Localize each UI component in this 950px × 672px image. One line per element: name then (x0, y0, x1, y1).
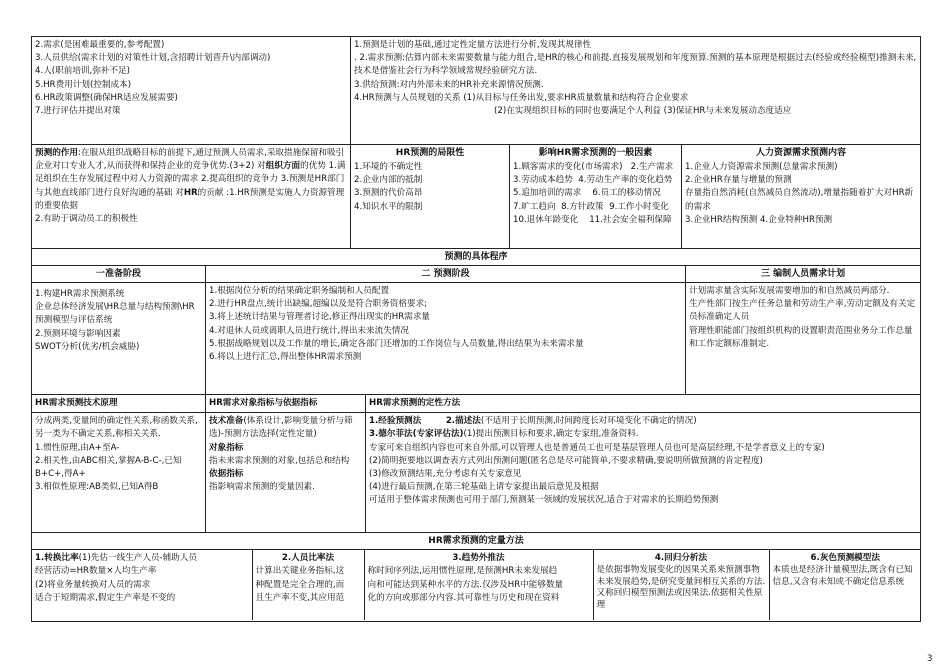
plan-items-cell (32, 37, 351, 145)
limits-cell (351, 145, 510, 249)
stage2-cell (206, 283, 686, 395)
plan-item: 4.人(职前培训,弥补不足) (35, 66, 130, 77)
stage1-title: 一准备阶段 (32, 266, 206, 283)
stage2-item: 5.根据战略规划以及工作量的增长,确定各部门还增加的工作岗位与人员数量,得出结果为未来需求量 (209, 338, 584, 349)
role-line: 对 (257, 161, 266, 172)
role-hr-label: HR (183, 187, 198, 198)
plan-item: 6.HR政策调整(确保HR适应发展需要) (35, 92, 178, 103)
limit-item: 4.知识水平的限制 (354, 201, 423, 212)
forecast-basis-line: 3.供给预测:对内外部未来的HR补充来源情况预测. (354, 79, 544, 90)
stage1-item: 1.构建HR需求预测系统 (35, 289, 125, 299)
factor-row (513, 187, 678, 200)
quantitative-cell (32, 550, 921, 622)
quant-method-4-title: 4.回归分析法 (654, 553, 708, 564)
page-number: 3 (927, 654, 933, 664)
quantitative-title: HR需求预测的定量方法 (32, 533, 921, 550)
forecast-basis-line: 4.HR预测与人员规划的关系 (1)从目标与任务出发,要求HR质量数量和结构符合企业要求 (354, 92, 689, 103)
quant-method-1 (32, 550, 252, 620)
quant-method-4-text: 是依据事物发展变化的因果关系来预测事物未来发展趋势,是研究变量间相互关系的方法.又称回归模型预测法或因果法.依据相关性原理 (596, 565, 766, 610)
stage3-cell (686, 283, 921, 395)
quant-method-2-title: 2.人员比率法 (281, 553, 335, 564)
method-delphi-note: (1)提出预测目标和要求,确定专家组,准备资料. (463, 429, 639, 440)
stage3-title: 三 编制人员需求计划 (686, 266, 921, 283)
stage3-item: 管理性职能部门按组织机构的设置职责范围业务分工作总量和工作定额标准制定. (689, 325, 913, 349)
factor-item: 6.员工的移动情况 (592, 188, 661, 199)
quant-method-2-line: 且生产率不变,其应用范 (255, 592, 345, 603)
qualitative-cell (366, 413, 921, 533)
factor-row (513, 214, 678, 227)
principle-title: HR需求预测技术原理 (32, 395, 206, 413)
forecast-basis-line: . 2.需求预测:估算内部未来需要数量与能力组合,是HR的核心和前提.直接发展规划和年度预算.预测的基本原理是根据过去(经验或经验模型)推测未来,技术是借鉴社会行为科学领域常规经验研究方法. (354, 53, 917, 77)
forecast-basis-line: 1.预测是计划的基础,通过定性定量方法进行分析,发现其规律性 (354, 40, 592, 50)
tech-label: 技术准备 (209, 416, 244, 427)
indicators-cell (206, 413, 366, 533)
quant-method-3-title: 3.趋势外推法 (452, 553, 505, 564)
quant-method-1-line: (1)先估一线生产人员-辅助人员 (78, 553, 198, 564)
stage2-item: 6.将以上进行汇总,得出整体HR需求预测 (209, 352, 362, 363)
stage3-item: 计划需求量含实际发展需要增加的和自然减员两部分. (689, 286, 890, 296)
stage1-item: 2.预测环境与影响因素 (35, 328, 121, 339)
quant-method-2 (252, 550, 364, 620)
role-line: :在服从组织战略目标的前提下,通过预测人员需求,采取措施保留和吸引企业对口专业人才,从而获得和保持企业的竞争优势.(3+2) (35, 148, 345, 172)
plan-item: 3.人员供给(需求计划的对策性计划,含招聘计划晋升\内部调动) (35, 53, 271, 64)
factor-item: 9.工作小时变化 (609, 201, 669, 212)
delphi-line: 可适用于整体需求预测也可用于部门,预测某一领域的发展状况,适合于对需求的长期趋势预测 (369, 495, 719, 506)
method-delphi: 3.德尔菲法(专家评估法) (369, 429, 464, 440)
quant-method-1-line: 经营活动=HR数量×人均生产率 (35, 566, 157, 577)
factor-item: 2.生产需求 (630, 162, 674, 172)
plan-item: 7.进行评估并提出对策 (35, 106, 121, 117)
quant-method-1-title: 1.转换比率 (35, 553, 79, 564)
indicators-title: HR需求对象指标与依据指标 (206, 395, 366, 413)
role-line: 对 (175, 187, 184, 198)
quant-method-3-line: 称时间序列法,运用惯性原理,是预测HR未来发展趋 (367, 566, 558, 577)
forecast-basis-cell (351, 37, 921, 145)
factor-item: 4.劳动生产率的变化趋势 (578, 175, 673, 186)
plan-item: 2.需求(是困难最重要的,参考配置) (35, 40, 165, 50)
quant-method-1-line: 适合于短期需求,假定生产率是不变的 (35, 592, 176, 603)
quant-method-3-line: 向和可能达到某种水平的方法.仅涉及HR中能够数量 (367, 579, 564, 590)
principle-item: 1.惯性原理,由A+至A- (35, 442, 120, 453)
quant-method-2-line: 计算出关键业务指标,这 (255, 566, 345, 577)
factor-item: 1.顾客需求的变化(市场需求) (513, 162, 623, 172)
stage2-title: 二 预测阶段 (206, 266, 686, 283)
role-line: 的优势 1.满足组织在生存发展过程中对人力资源的需求 2.提高组织的竞争力 3.预测是HR部门与其他直线部门进行良好沟通的基础 (35, 161, 346, 198)
factor-item: 8.方针政策 (561, 201, 604, 212)
delphi-line: (2)简明扼要地以调查表方式列出预测问题(匿名总是尽可能简单,不要求精确,要说明所做预测的肯定程度) (369, 455, 763, 466)
factors-title: 影响HR需求预测的一般因素 (538, 148, 653, 158)
object-indicator-label: 对象指标 (209, 442, 244, 453)
limits-title: HR预测的局限性 (395, 148, 465, 158)
factor-item: 10.退休年龄变化 (513, 214, 579, 225)
quant-method-6-title: 6.灰色预测模型法 (810, 553, 880, 564)
tech-text: (体系设计,影响变量分析与筛选)-预测方法选择(定性定量) (209, 416, 353, 440)
document-page (31, 36, 920, 622)
content-item: 3.企业HR结构预测 4.企业特种HR预测 (685, 214, 833, 225)
procedure-title: 预测的具体程序 (32, 249, 921, 266)
limit-item: 1.环境的不确定性 (354, 162, 423, 172)
delphi-line: 专家可来自组织内容也可来自外部,可以管理人也是普通员工也可是基层管理人员也可是高层经理,不是学者意义上的专家) (369, 442, 825, 453)
forecast-basis-line: (2)在实现组织目标的同时也要满足个人利益 (3)保证HR与未来发展动态度适应 (494, 106, 792, 117)
limit-item: 2.企业内部的抵制 (354, 175, 423, 186)
quant-method-4 (593, 550, 769, 620)
stage2-item: 4.对退休人员或离职人员进行统计,得出未来流失情况 (209, 325, 409, 336)
factors-cell (510, 145, 682, 249)
content-item: 2.企业HR存量与增量的预测 (685, 175, 792, 186)
method-experience: 1.经验预测法 (369, 416, 422, 427)
factor-row (513, 174, 678, 187)
plan-item: 5.HR费用计划(控制成本) (35, 79, 132, 90)
factor-item: 7.旷工趋向 (513, 201, 556, 212)
method-description: 2.描述法 (445, 416, 481, 427)
quant-method-6 (769, 550, 921, 620)
stage1-cell (32, 283, 206, 395)
stage1-item: SWOT分析(优劣/机会威胁) (35, 341, 140, 352)
delphi-line: (4)进行最后预测,在第三轮基础上请专家提出最后意见及根据 (369, 482, 599, 493)
main-table (31, 36, 921, 622)
principle-cell (32, 413, 206, 533)
role-cell (32, 145, 351, 249)
stage1-item: 企业总体经济发展\HR总量与结构预测\HR预测模型与评估系统 (35, 302, 195, 326)
factor-item: 3.劳动成本趋势 (513, 175, 573, 186)
content-cell (682, 145, 921, 249)
principle-item: 2.相关性,由ABC相关,掌握A-B-C-,已知B+C+,得A+ (35, 455, 182, 480)
basis-indicator-label: 依据指标 (209, 469, 244, 480)
role-title: 预测的作用 (35, 148, 78, 158)
factor-row (513, 201, 678, 214)
role-line: 的贡献 :1.HR预测是实施人力资源管理的重要依据 (35, 187, 345, 211)
stage3-item: 生产性部门按生产任务总量和劳动生产率,劳动定额及有关定员标准确定人员 (689, 299, 916, 323)
quant-method-1-line: (2)将业务量转换对人员的需求 (35, 579, 151, 590)
object-indicator-text: 指未来需求预测的对象,包括总和结构 (209, 455, 350, 466)
stage2-item: 3.将上述统计结果与管理者讨论,修正得出现实的HR需求量 (209, 312, 431, 323)
role-org-label: 组织方面 (265, 161, 301, 172)
limit-item: 3.预测的代价高昂 (354, 188, 423, 199)
stage2-item: 2.进行HR盘点,统计出缺编,超编以及是符合职务资格要求; (209, 299, 428, 310)
factor-row (513, 161, 678, 174)
quant-method-2-line: 种配置是完全合理的,而 (255, 579, 345, 590)
content-item: 存量指自然消耗(自然减员自然流动),增量指随着扩大对HR新的需求 (685, 188, 914, 212)
quant-method-3 (364, 550, 593, 620)
stage2-item: 1.根据岗位分析的结果确定职务编制和人员配置 (209, 286, 390, 296)
factor-item: 11.社会安全福利保障 (589, 214, 672, 225)
quant-method-3-line: 化的方向或那部分内容.其可靠性与历史和现在资料 (367, 592, 560, 603)
qualitative-title: HR需求预测的定性方法 (366, 395, 921, 413)
content-item: 1.企业人力资源需求预测(总量需求预测) (685, 162, 838, 172)
principle-item: 3.相似性原理:AB类似,已知A得B (35, 482, 159, 493)
delphi-line: (3)修改预测结果,充分考虑有关专家意见 (369, 469, 522, 480)
content-title: 人力资源需求预测内容 (756, 148, 847, 158)
principle-item: 分成两类,变量间的确定性关系,称函数关系,另一类为不确定关系,称相关关系. (35, 416, 198, 440)
quantitative-methods-table (32, 550, 921, 620)
role-line: 2.有助于调动员工的积极性 (35, 214, 138, 225)
factor-item: 5.追加培训的需求 (513, 188, 582, 199)
quant-method-6-text: 本质也是经济计量模型法,既含有已知信息,又含有未知或不确定信息系统 (772, 565, 913, 587)
method-description-note: (不适用于长期预测,时间跨度长对环境变化不确定的情况) (480, 416, 697, 427)
basis-indicator-text: 指影响需求预测的变量因素. (209, 482, 315, 493)
